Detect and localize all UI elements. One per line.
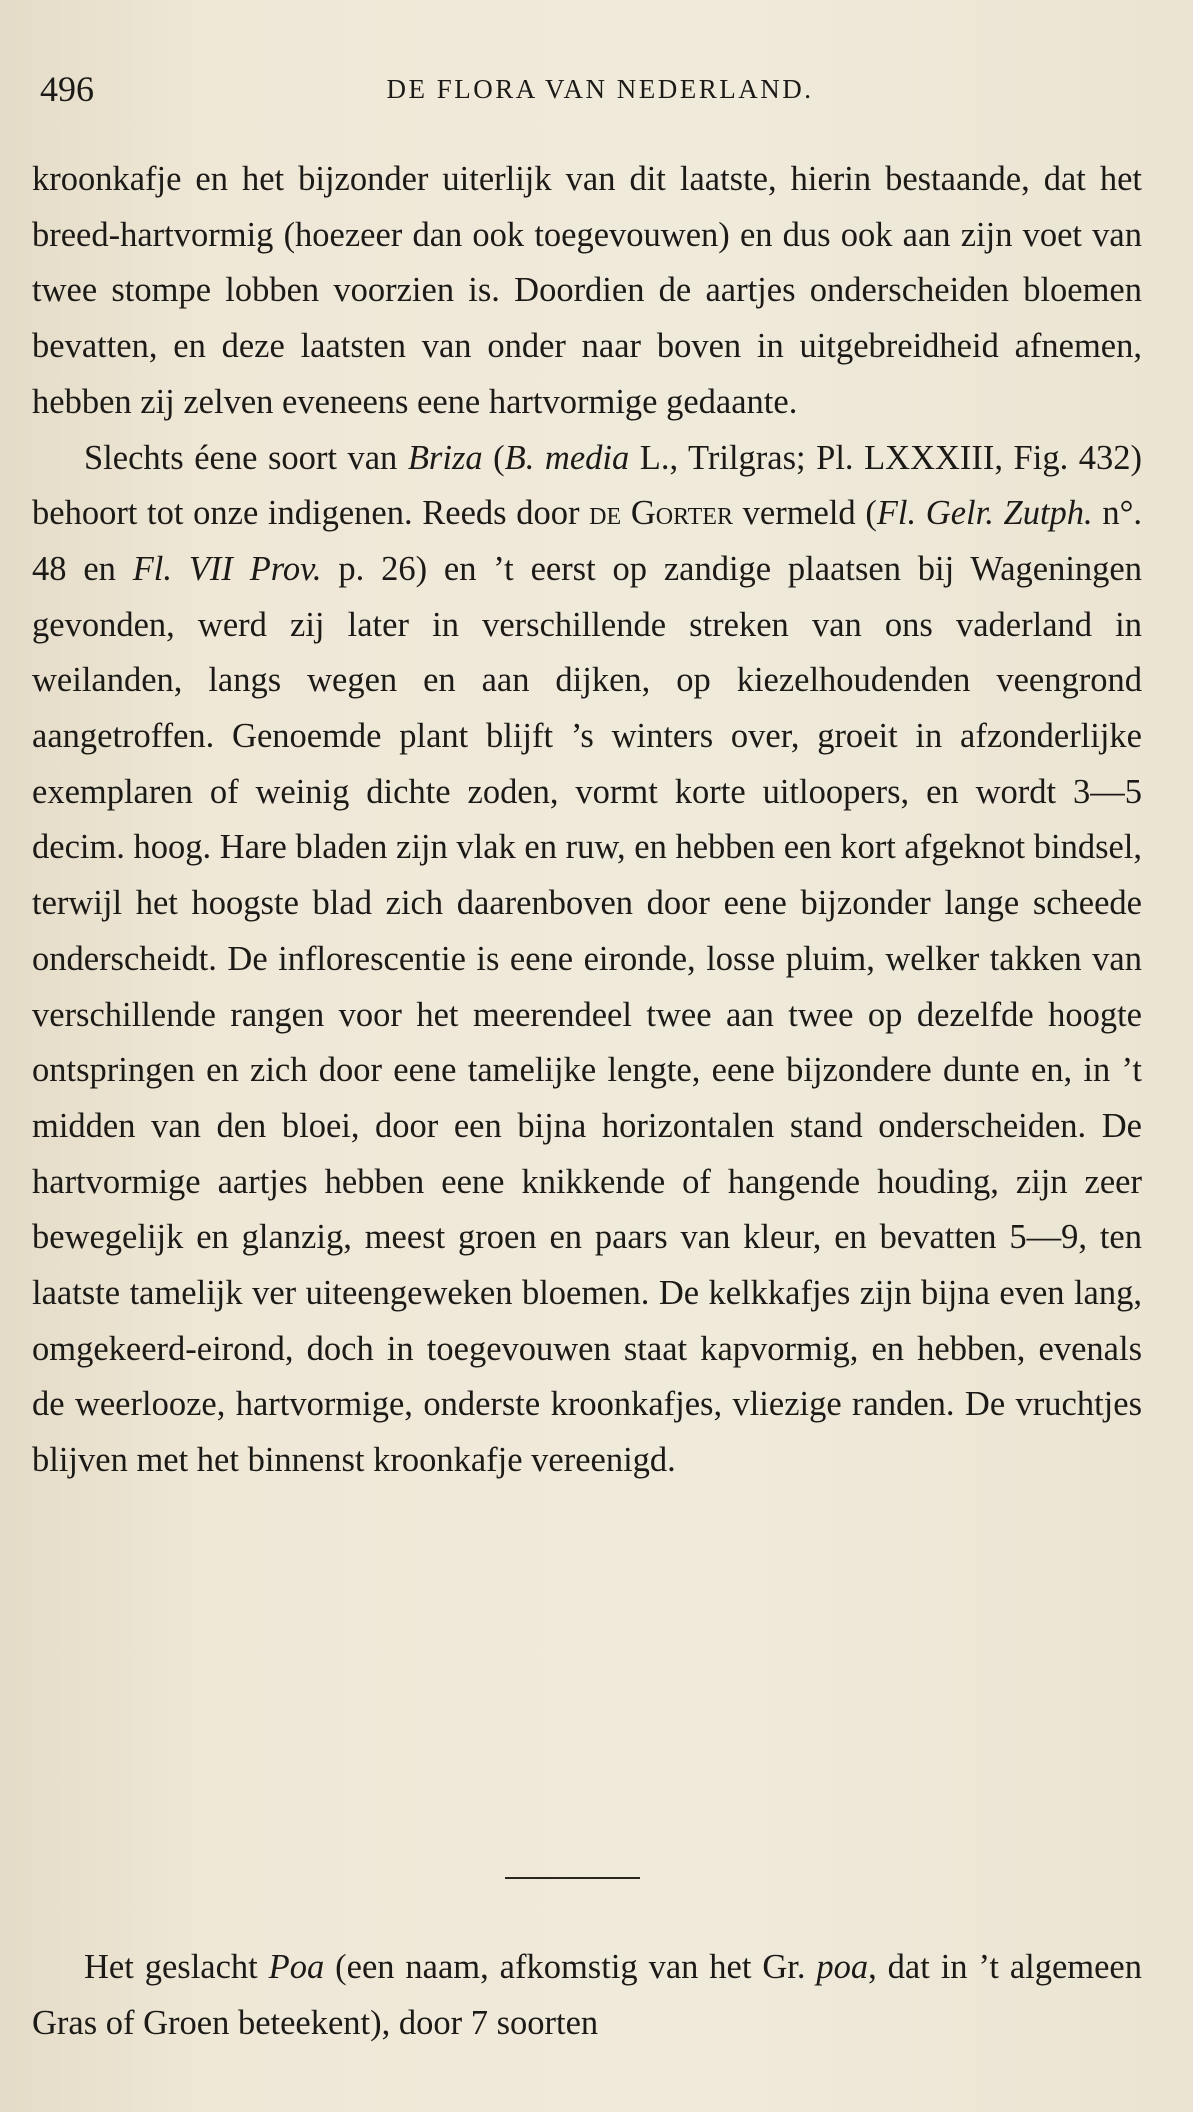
- next-section-text: [32, 1940, 1142, 2051]
- citation-title: Fl. Gelr. Zutph.: [876, 494, 1093, 533]
- text-run: L., Trilgras; Pl. LXXXIII, Fig. 432) behoort tot onze indigenen. Reeds door: [32, 438, 1142, 533]
- text-run: (: [482, 438, 505, 477]
- text-run: p. 26) en ’t eerst op zandige plaatsen bij Wageningen gevonden, werd zij later in verschillende streken van ons vaderland in weilanden, langs wegen en aan dijken, op kiezelhoudenden veengrond aangetroffen. Genoemde plant blijft ’s winters over, groeit in afzonderlijke exemplaren of weinig dichte zoden, vormt korte uitloopers, en wordt 3—5 decim. hoog. Hare bladen zijn vlak en ruw, en hebben een kort afgeknot bindsel, terwijl het hoogste blad zich daarenboven door eene bijzonder lange scheede onderscheidt. De inflorescentie is eene eironde, losse pluim, welker takken van verschillende rangen voor het meerendeel twee aan twee op dezelfde hoogte ontspringen en zich door eene tamelijke lengte, eene bijzondere dunte en, in ’t midden van den bloei, door een bijna horizontalen stand onderscheiden. De hartvormige aartjes hebben eene knikkende of hangende houding, zijn zeer bewegelijk en glanzig, meest groen en paars van kleur, en bevatten 5—9, ten laatste tamelijk ver uiteengeweken bloemen. De kelkkafjes zijn bijna even lang, omgekeerd-eirond, doch in toegevouwen staat kapvormig, en hebben, evenals de weerlooze, hartvormige, onderste kroonkafjes, vliezige randen. De vruchtjes blijven met het binnenst kroonkafje vereenigd.: [32, 549, 1143, 1480]
- page-header: [40, 68, 1160, 118]
- page-number: 496: [40, 69, 94, 109]
- text-run: , dat in ’t algemeen Gras of Groen beteekent), door 7 soorten: [32, 1948, 1142, 2042]
- genus-name: Briza: [407, 438, 483, 477]
- species-name: B. media: [504, 438, 630, 477]
- paragraph-briza: [32, 431, 1142, 1489]
- text-run: vermeld (: [732, 494, 877, 533]
- text-run: (een naam, afkomstig van het Gr.: [324, 1948, 817, 1986]
- genus-name: Poa: [268, 1948, 325, 1986]
- text-run: Het geslacht: [84, 1948, 269, 1986]
- text-run: Slechts éene soort van: [84, 438, 408, 477]
- main-text: [32, 152, 1142, 1489]
- greek-word: poa: [816, 1948, 869, 1986]
- text-run: n°. 48 en: [32, 494, 1142, 588]
- paragraph-poa: [32, 1940, 1142, 2051]
- running-title: DE FLORA VAN NEDERLAND.: [386, 74, 814, 104]
- citation-title: Fl. VII Prov.: [132, 549, 322, 588]
- author-name: de Gorter: [589, 494, 733, 533]
- paragraph-continued: kroonkafje en het bijzonder uiterlijk van dit laatste, hierin bestaande, dat het breed-hartvormig (hoezeer dan ook toegevouwen) en dus ook aan zijn voet van twee stompe lobben voorzien is. Doordien de aartjes onderscheiden bloemen bevatten, en deze laatsten van onder naar boven in uitgebreidheid afnemen, hebben zij zelven eveneens eene hartvormige gedaante.: [32, 160, 1142, 421]
- section-divider: [505, 1877, 640, 1879]
